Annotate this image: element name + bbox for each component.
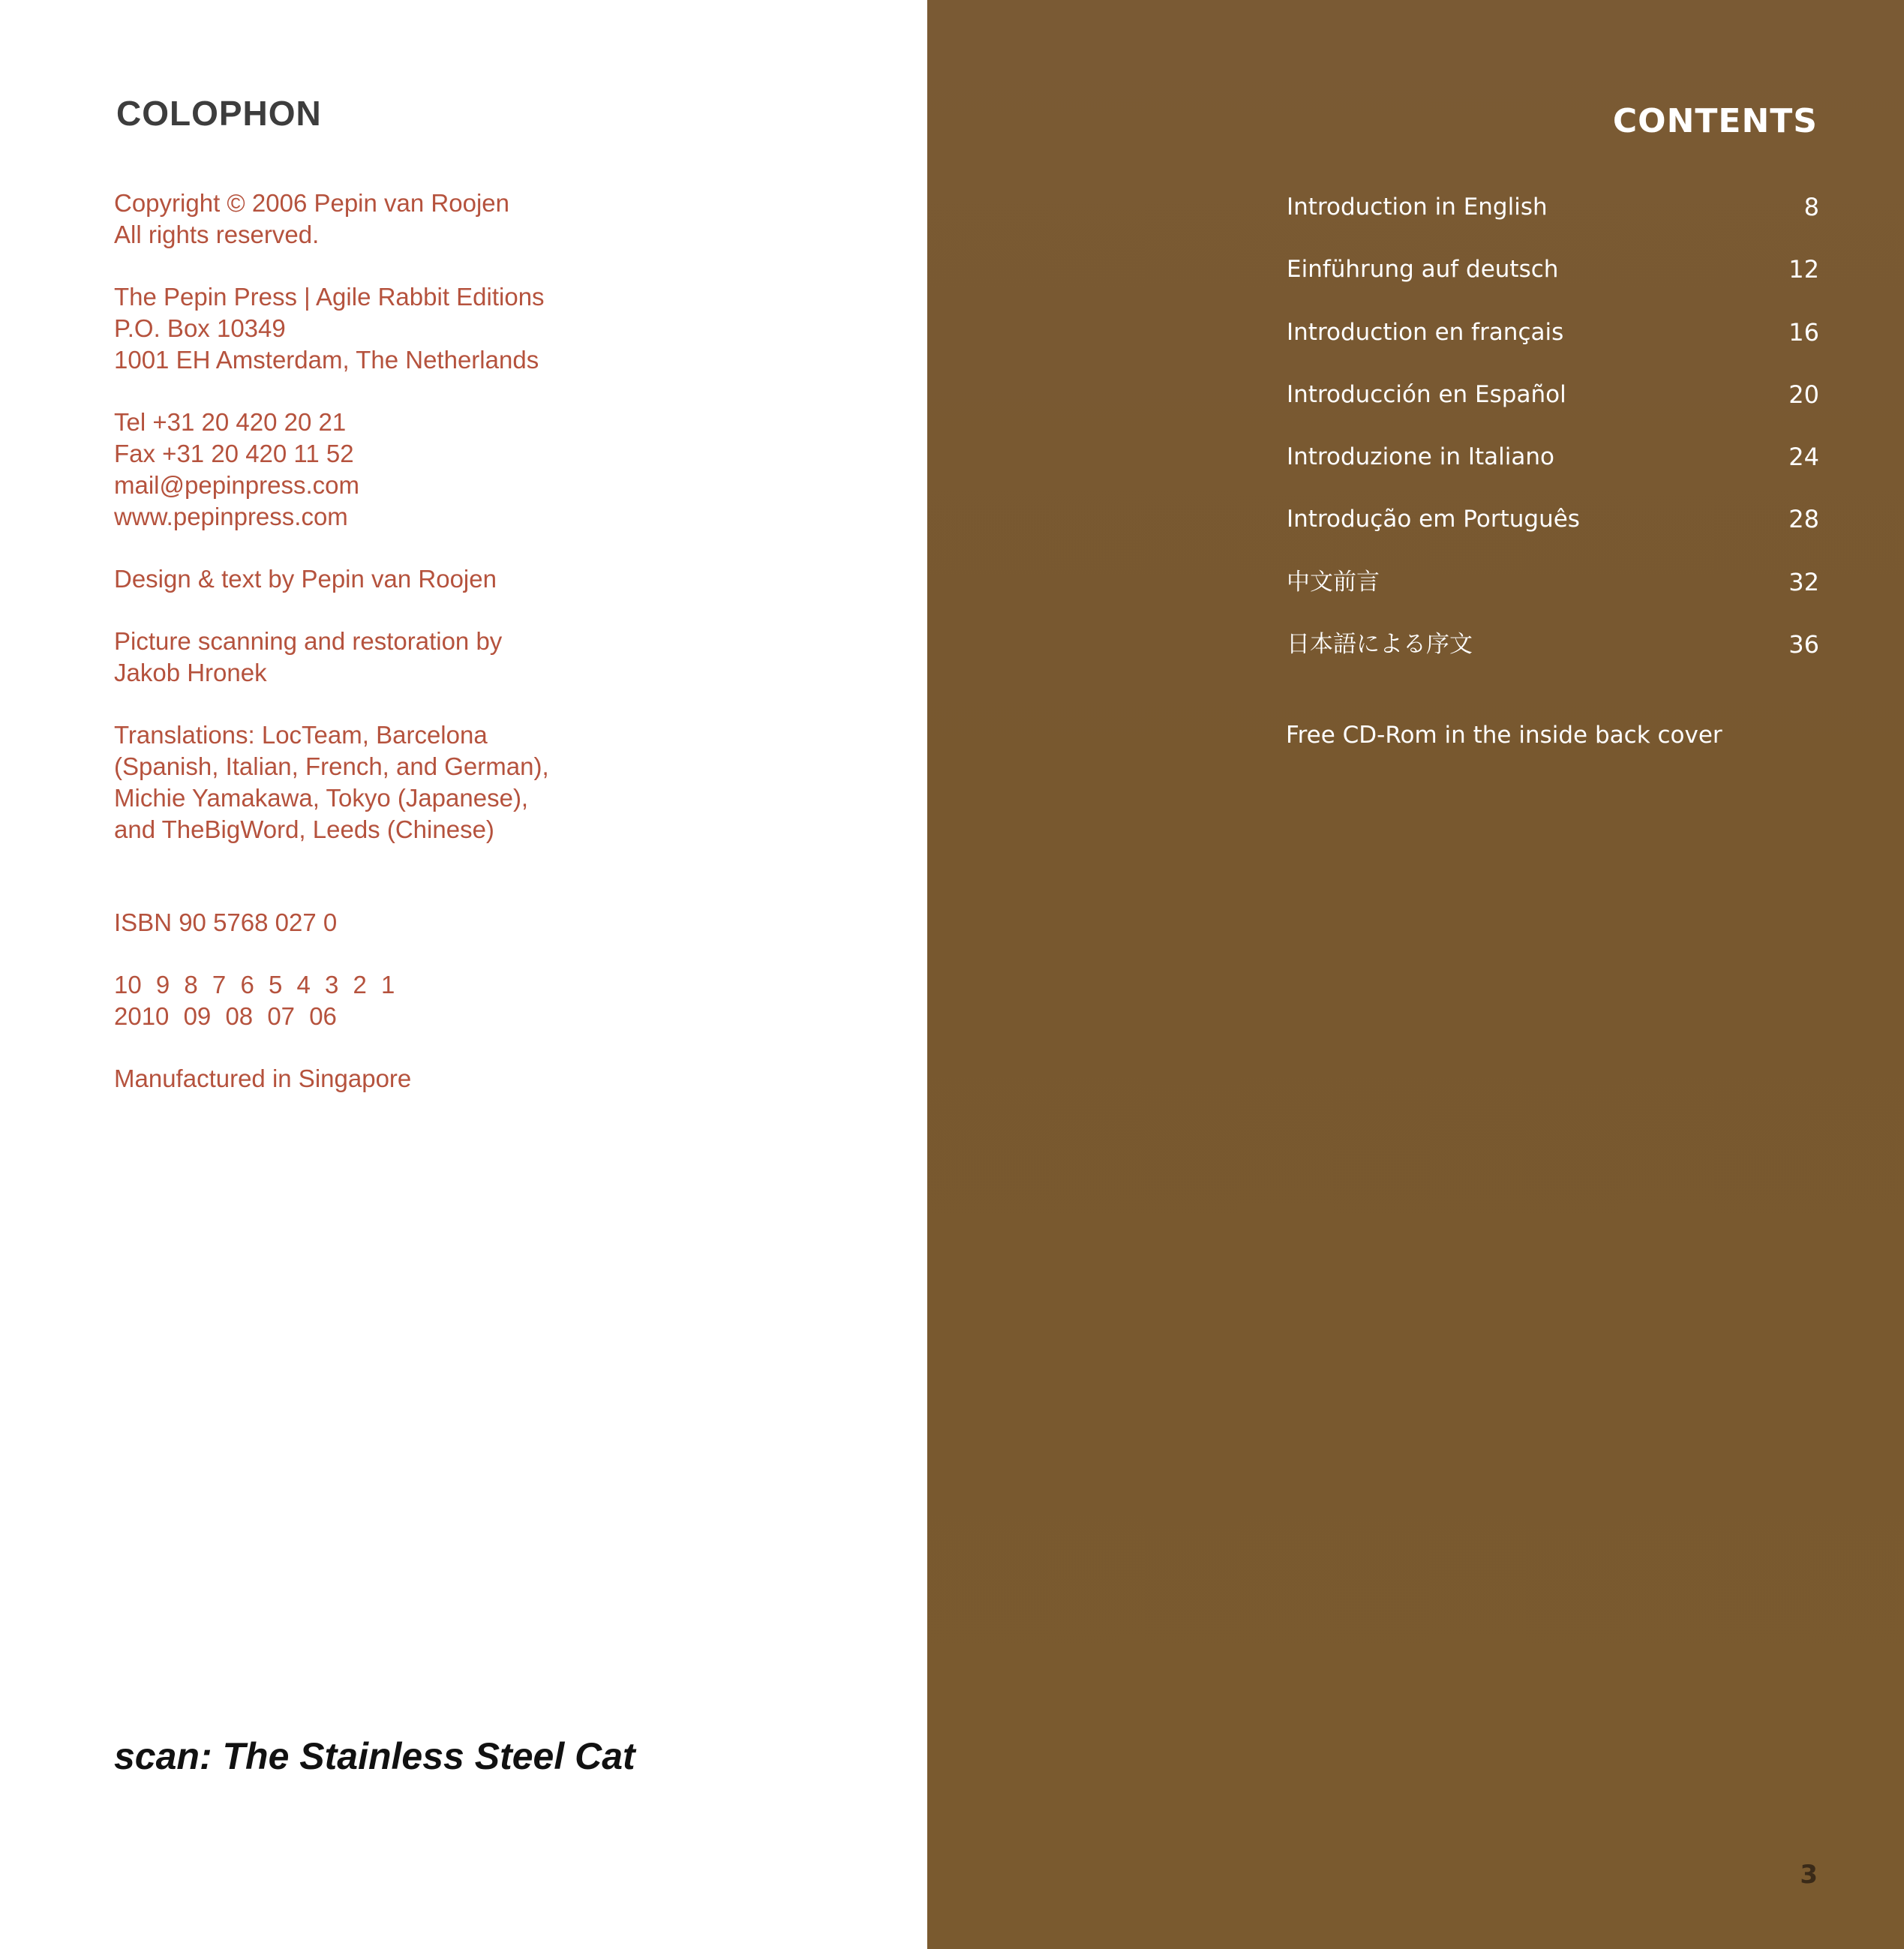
toc-label: Introduzione in Italiano [1287, 443, 1554, 471]
colophon-body [114, 188, 864, 1125]
copyright-block [114, 188, 864, 251]
toc-page-number: 16 [1788, 317, 1819, 347]
toc-page-number: 12 [1788, 255, 1819, 284]
toc-label: Introducción en Español [1287, 380, 1566, 408]
toc-label: Introdução em Português [1287, 506, 1580, 533]
toc-item[interactable] [1287, 563, 1819, 625]
design-credit: Design & text by Pepin van Roojen [114, 565, 497, 593]
colophon-title: COLOPHON [116, 94, 322, 133]
scanning-credit-name: Jakob Hronek [114, 659, 267, 686]
right-page [927, 0, 1904, 1949]
toc-item[interactable] [1287, 500, 1819, 562]
fax: Fax +31 20 420 11 52 [114, 440, 354, 467]
manufactured: Manufactured in Singapore [114, 1065, 412, 1092]
publisher-name: The Pepin Press | Agile Rabbit Editions [114, 283, 545, 311]
telephone: Tel +31 20 420 20 21 [114, 408, 347, 436]
toc-page-number: 20 [1788, 380, 1819, 409]
translations-line: (Spanish, Italian, French, and German), [114, 752, 549, 780]
print-run-block [114, 969, 864, 1032]
scan-credit: scan: The Stainless Steel Cat [114, 1735, 635, 1777]
translations-block [114, 719, 864, 845]
translations-line: and TheBigWord, Leeds (Chinese) [114, 815, 494, 843]
toc-page-number: 36 [1788, 630, 1819, 659]
contact-block [114, 407, 864, 533]
rights-line: All rights reserved. [114, 221, 320, 248]
contents-title: CONTENTS [1612, 102, 1818, 140]
publisher-pobox: P.O. Box 10349 [114, 314, 286, 342]
email: mail@pepinpress.com [114, 471, 359, 499]
toc-page-number: 32 [1788, 567, 1819, 596]
translations-line: Translations: LocTeam, Barcelona [114, 721, 488, 749]
copyright-line: Copyright © 2006 Pepin van Roojen [114, 189, 509, 217]
print-years: 2010 09 08 07 06 [114, 1002, 337, 1030]
publisher-block [114, 281, 864, 376]
toc-item[interactable] [1287, 188, 1819, 250]
scanning-credit-line: Picture scanning and restoration by [114, 627, 503, 655]
toc-item[interactable] [1287, 437, 1819, 500]
cd-rom-note: Free CD-Rom in the inside back cover [1286, 722, 1722, 749]
toc-label: Einführung auf deutsch [1287, 256, 1559, 284]
toc-page-number: 8 [1803, 193, 1819, 221]
table-of-contents [1287, 188, 1819, 687]
print-run: 10 9 8 7 6 5 4 3 2 1 [114, 971, 395, 999]
page-number: 3 [1800, 1860, 1818, 1890]
translations-line: Michie Yamakawa, Tokyo (Japanese), [114, 784, 529, 812]
toc-item[interactable] [1287, 313, 1819, 375]
toc-label: Introduction in English [1287, 194, 1548, 221]
toc-page-number: 24 [1788, 443, 1819, 472]
publisher-address: 1001 EH Amsterdam, The Netherlands [114, 346, 539, 374]
manufactured-block [114, 1063, 864, 1095]
scanning-credit-block [114, 626, 864, 689]
left-page [0, 0, 930, 1949]
toc-page-number: 28 [1788, 505, 1819, 534]
website: www.pepinpress.com [114, 503, 348, 530]
toc-label: 中文前言 [1287, 568, 1380, 596]
isbn: ISBN 90 5768 027 0 [114, 908, 338, 936]
toc-label: Introduction en français [1287, 318, 1564, 346]
toc-label: 日本語による序文 [1287, 631, 1473, 659]
design-credit-block [114, 563, 864, 595]
isbn-block [114, 907, 864, 938]
toc-item[interactable] [1287, 375, 1819, 437]
toc-item[interactable] [1287, 250, 1819, 312]
toc-item[interactable] [1287, 625, 1819, 687]
